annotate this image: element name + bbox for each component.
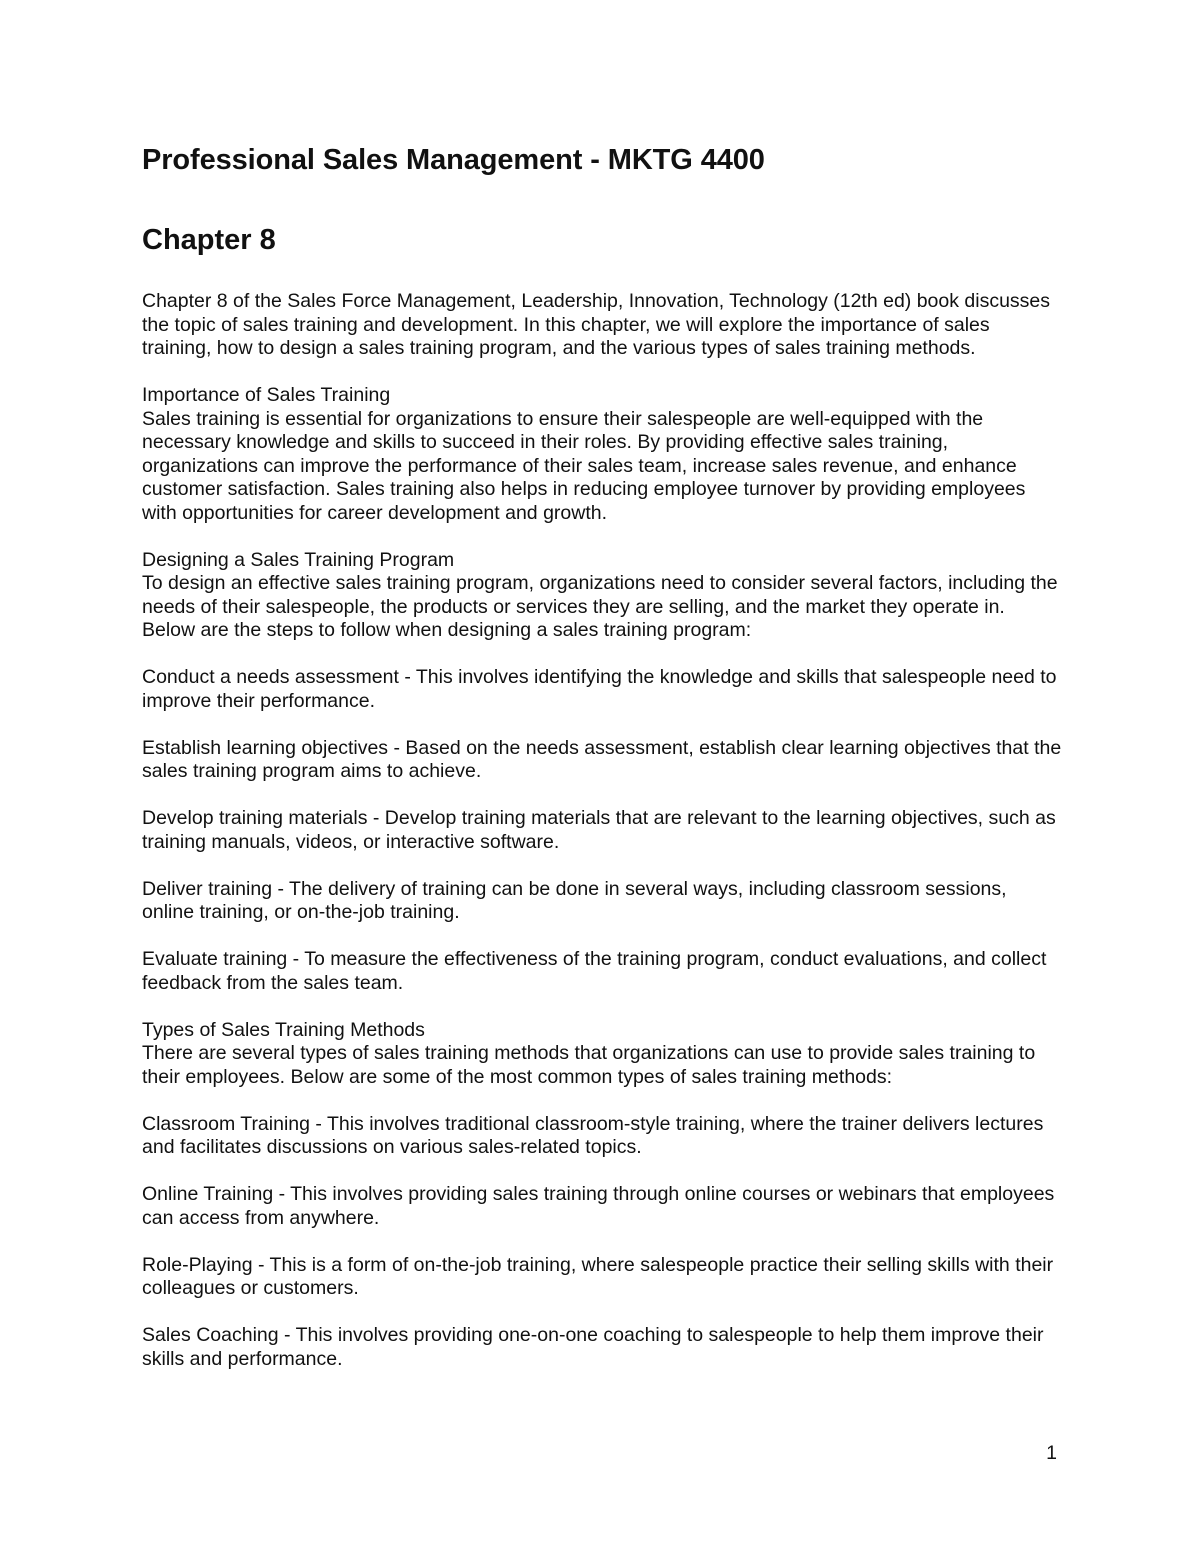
document-content (142, 140, 1062, 1371)
designing-text: To design an effective sales training program, organizations need to consider several factors, including the needs of their salespeople, the products or services they are selling, and the market they operate in. Below are the steps to follow when designing a sales training program: (142, 572, 1058, 641)
step-paragraph: Establish learning objectives - Based on the needs assessment, establish clear learning objectives that the sales training program aims to achieve. (142, 736, 1062, 782)
designing-heading: Designing a Sales Training Program (142, 548, 455, 571)
method-paragraph: Sales Coaching - This involves providing one-on-one coaching to salespeople to help them improve their skills and performance. (142, 1324, 1044, 1370)
importance-heading: Importance of Sales Training (142, 384, 391, 406)
page-number: 1 (1046, 1442, 1057, 1464)
step-paragraph: Develop training materials - Develop training materials that are relevant to the learning objectives, such as training manuals, videos, or interactive software. (142, 807, 1056, 853)
types-section (142, 1019, 1062, 1090)
step-paragraph: Conduct a needs assessment - This involves identifying the knowledge and skills that salespeople need to improve their performance. (142, 666, 1057, 712)
method-paragraph: Online Training - This involves providing sales training through online courses or webinars that employees can access from anywhere. (142, 1183, 1055, 1229)
designing-section (142, 549, 1062, 643)
step-paragraph: Deliver training - The delivery of training can be done in several ways, including classroom sessions, online training, or on-the-job training. (142, 877, 1007, 923)
step-paragraph: Evaluate training - To measure the effectiveness of the training program, conduct evaluations, and collect feedback from the sales team. (142, 948, 1047, 994)
intro-paragraph: Chapter 8 of the Sales Force Management, Leadership, Innovation, Technology (12th ed) book discusses the topic of sales training and development. In this chapter, we will explore the importance of sales training, how to design a sales training program, and the various types of sales training methods. (142, 290, 1051, 359)
method-paragraph: Classroom Training - This involves traditional classroom-style training, where the trainer delivers lectures and facilitates discussions on various sales-related topics. (142, 1112, 1044, 1158)
importance-text: Sales training is essential for organizations to ensure their salespeople are well-equipped with the necessary knowledge and skills to succeed in their roles. By providing effective sales training, organizations can improve the performance of their sales team, increase sales revenue, and enhance customer satisfaction. Sales training also helps in reducing employee turnover by providing employees with opportunities for career development and growth. (142, 407, 1026, 524)
types-text: There are several types of sales training methods that organizations can use to provide sales training to their employees. Below are some of the most common types of sales training methods: (142, 1042, 1036, 1088)
types-heading: Types of Sales Training Methods (142, 1018, 425, 1041)
method-paragraph: Role-Playing - This is a form of on-the-job training, where salespeople practice their selling skills with their colleagues or customers. (142, 1253, 1054, 1299)
importance-section (142, 384, 1062, 525)
document-title: Professional Sales Management - MKTG 4400 (142, 144, 765, 176)
chapter-heading: Chapter 8 (142, 224, 276, 256)
